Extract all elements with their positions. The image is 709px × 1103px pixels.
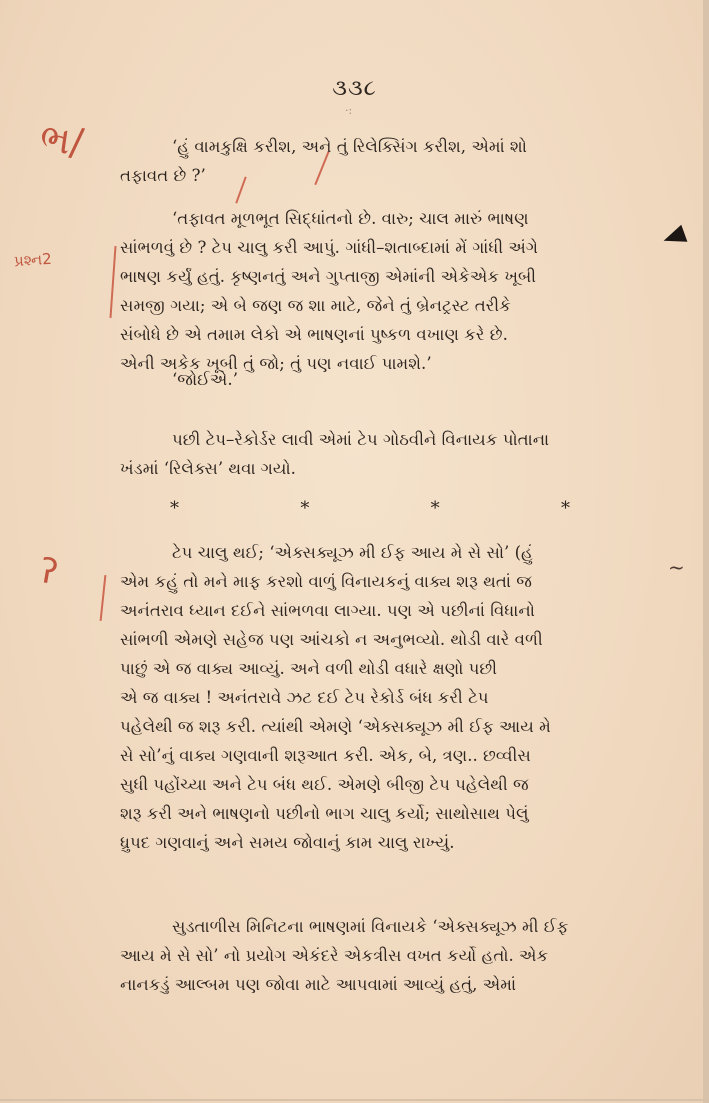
- text-line: સે સો’નું વાક્ય ગણવાની શરૂઆત કરી. એક, બે, ત્રણ.. છવ્વીસ: [120, 746, 531, 765]
- text-line: સમજી ગયા; એ બે જણ જ શા માટે, જેને તું બ્રેનટ્રસ્ટ તરીકે: [120, 296, 511, 315]
- arrow-icon: [661, 225, 688, 249]
- text-line: આય મે સે સો’ નો પ્રયોગ એકંદરે એકત્રીસ વખત કર્યો હતો. એક: [120, 946, 549, 965]
- page-number: ૩૩૮: [332, 76, 377, 101]
- text-line: સાંભળી એમણે સહેજ પણ આંચકો ન અનુભવ્યો. થોડી વારે વળી: [120, 630, 543, 649]
- paragraph-4: [120, 425, 642, 483]
- text-line: ટેપ ચાલુ થઈ; ‘એક્સક્યૂઝ મી ઈફ આય મે સે સો’ (હું: [172, 543, 533, 562]
- text-line: પછી ટેપ–રેકોર્ડર લાવી એમાં ટેપ ગોઠવીને વિનાયક પોતાના: [172, 430, 550, 449]
- margin-stroke: [100, 575, 107, 621]
- paragraph-5: [120, 538, 642, 857]
- text-line: શરૂ કરી અને ભાષણનો પછીનો ભાગ ચાલુ કર્યો; સાથોસાથ પેલું: [120, 804, 529, 823]
- margin-note-3: ʔ: [36, 550, 61, 594]
- text-line: સુધી પહોંચ્યા અને ટેપ બંધ થઈ. એમણે બીજી ટેપ પહેલેથી જ: [120, 775, 529, 794]
- paragraph-6: [120, 912, 642, 999]
- text-line: પાછું એ જ વાક્ય આવ્યું. અને વળી થોડી વધારે ક્ષણો પછી: [120, 659, 497, 678]
- page-edge: [703, 0, 709, 1103]
- text-line: સંબોધે છે એ તમામ લેકો એ ભાષણનાં પુષ્કળ વખાણ કરે છે.: [120, 325, 508, 344]
- text-line: ‘હું વામકુક્ષિ કરીશ, અને તું રિલેક્સિંગ કરીશ, એમાં શો: [172, 137, 527, 156]
- faint-mark: ·:: [345, 104, 353, 117]
- text-line: ખંડમાં ‘રિલેક્સ’ થવા ગયો.: [120, 459, 296, 478]
- text-line: સાંભળવું છે ? ટેપ ચાલુ કરી આપું. ગાંધી–શતાબ્દામાં મેં ગાંધી અંગે: [120, 238, 538, 257]
- text-line: ‘તફાવત મૂળભૂત સિદ્ધાંતનો છે. વારુ; ચાલ મારું ભાષણ: [172, 209, 529, 228]
- tilde-mark: ~: [668, 555, 685, 579]
- text-line: સુડતાળીસ મિનિટના ભાષણમાં વિનાયકે ‘એક્સક્યૂઝ મી ઈફ: [172, 917, 569, 936]
- text-line: ભાષણ કર્યું હતું. કૃષ્ણનતું અને ગુપ્તાજી એમાંની એકેએક ખૂબી: [120, 267, 537, 286]
- text-line: પહેલેથી જ શરૂ કરી. ત્યાંથી એમણે ‘એક્સક્યૂઝ મી ઈફ આય મે: [120, 717, 551, 736]
- text-line: એમ કહું તો મને માફ કરશો વાળું વિનાયકનું વાક્ય શરૂ થતાં જ: [120, 572, 532, 591]
- star-mark: *: [560, 498, 570, 519]
- text-line: તફાવત છે ?’: [120, 166, 206, 185]
- text-line: એ જ વાક્ય ! અનંતરાવે ઝટ દઈ ટેપ રેકોર્ડ બંધ કરી ટેપ: [120, 688, 489, 707]
- text-line: એની અકેક ખૂબી તું જો; તું પણ નવાઈ પામશે.’: [120, 354, 432, 373]
- star-mark: *: [170, 498, 179, 519]
- text-line: ‘જોઈએ.’: [172, 370, 238, 389]
- text-line: નાનકડું આલ્બમ પણ જોવા માટે આપવામાં આવ્યું હતું, એમાં: [120, 975, 517, 994]
- paragraph-3: [120, 365, 642, 394]
- margin-note-1: ભ/: [37, 115, 87, 165]
- star-mark: *: [300, 498, 310, 519]
- paragraph-2: [120, 204, 642, 378]
- margin-note-2: પ્રશ્ન2: [13, 249, 53, 271]
- section-break: [170, 499, 570, 519]
- bottom-rule: [0, 1099, 709, 1101]
- star-mark: *: [430, 498, 440, 519]
- paragraph-1: [120, 132, 642, 190]
- text-line: ધ્રુપદ ગણવાનું અને સમય જોવાનું કામ ચાલુ રાખ્યું.: [120, 833, 455, 852]
- text-line: અનંતરાવ ધ્યાન દઈને સાંભળવા લાગ્યા. પણ એ પછીનાં વિધાનો: [120, 601, 535, 620]
- margin-stroke: [109, 246, 116, 318]
